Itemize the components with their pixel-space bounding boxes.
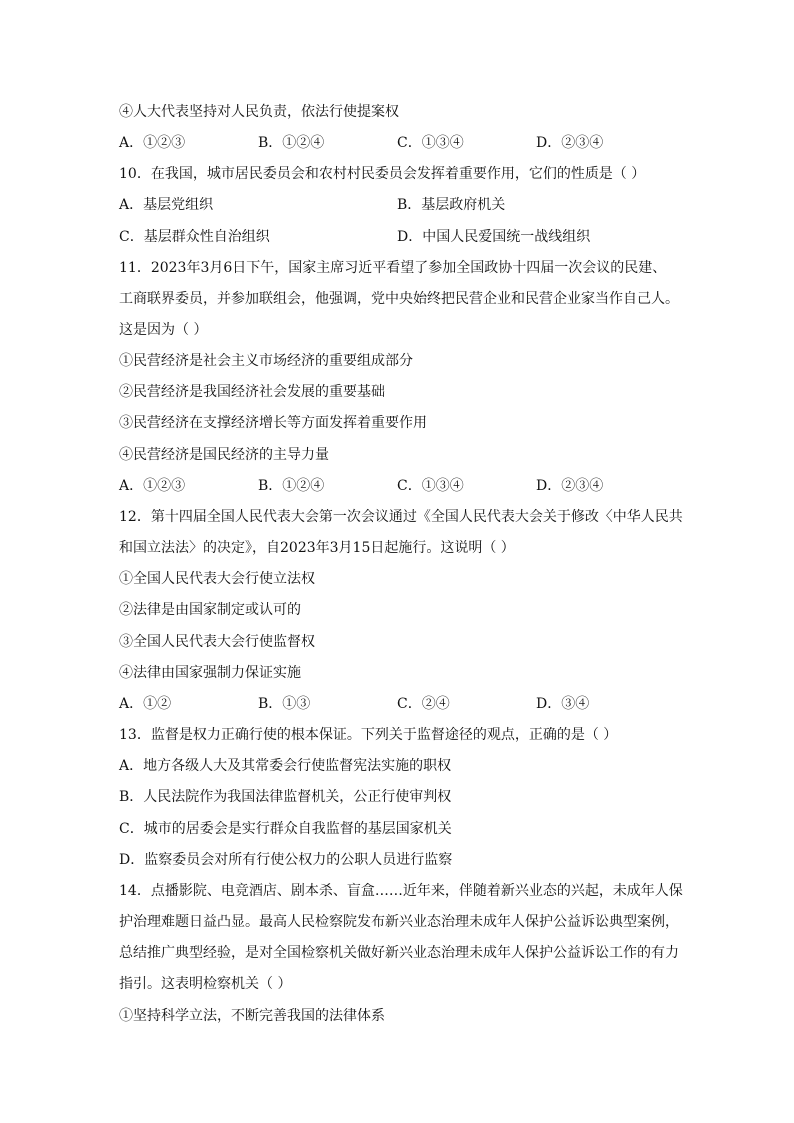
answer-options-q10-row1 <box>119 195 699 215</box>
answer-options-q10-row2 <box>119 227 699 247</box>
question-14-stem-line4: 指引。这表明检察机关（ ） <box>119 976 292 992</box>
option-statement-1: ①民营经济是社会主义市场经济的重要组成部分 <box>119 353 413 369</box>
answer-option-a: A．地方各级人大及其常委会行使监督宪法实施的职权 <box>119 758 452 774</box>
answer-option-d: D．②③④ <box>536 135 604 151</box>
answer-option-a: A．①②③ <box>119 478 186 494</box>
answer-options-q9 <box>119 133 699 153</box>
answer-option-d: D．③④ <box>536 696 590 712</box>
option-statement-2: ②民营经济是我国经济社会发展的重要基础 <box>119 384 385 400</box>
question-13-stem: 13．监督是权力正确行使的根本保证。下列关于监督途径的观点，正确的是（ ） <box>119 727 618 743</box>
answer-option-a: A．基层党组织 <box>119 197 214 213</box>
answer-options-q12 <box>119 694 699 714</box>
option-statement-1: ①坚持科学立法，不断完善我国的法律体系 <box>119 1008 385 1024</box>
answer-option-b: B．人民法院作为我国法律监督机关，公正行使审判权 <box>119 789 452 805</box>
option-statement-3: ③全国人民代表大会行使监督权 <box>119 634 315 650</box>
answer-option-c: C．①③④ <box>397 478 464 494</box>
answer-option-b: B．①③ <box>258 696 311 712</box>
answer-option-c: C．②④ <box>397 696 450 712</box>
answer-options-q11 <box>119 476 699 496</box>
answer-option-d: D．②③④ <box>536 478 604 494</box>
option-statement-1: ①全国人民代表大会行使立法权 <box>119 571 315 587</box>
answer-option-c: C．基层群众性自治组织 <box>119 229 270 245</box>
answer-option-b: B．①②④ <box>258 135 325 151</box>
option-statement-4: ④人大代表坚持对人民负责，依法行使提案权 <box>119 104 399 120</box>
answer-option-a: A．①② <box>119 696 172 712</box>
answer-option-b: B．①②④ <box>258 478 325 494</box>
answer-option-c: C．城市的居委会是实行群众自我监督的基层国家机关 <box>119 821 452 837</box>
question-12-stem-line2: 和国立法法〉的决定》，自2023年3月15日起施行。这说明（ ） <box>119 540 515 556</box>
option-statement-4: ④法律由国家强制力保证实施 <box>119 665 301 681</box>
question-14-stem-line1: 14．点播影院、电竞酒店、剧本杀、盲盒……近年来，伴随着新兴业态的兴起，未成年人保 <box>119 883 683 899</box>
question-11-stem-line3: 这是因为（ ） <box>119 322 208 338</box>
option-statement-3: ③民营经济在支撑经济增长等方面发挥着重要作用 <box>119 415 427 431</box>
option-statement-4: ④民营经济是国民经济的主导力量 <box>119 447 329 463</box>
answer-option-b: B．基层政府机关 <box>397 197 506 213</box>
question-11-stem-line1: 11．2023年3月6日下午，国家主席习近平看望了参加全国政协十四届一次会议的民建、 <box>119 260 667 276</box>
answer-option-a: A．①②③ <box>119 135 186 151</box>
question-12-stem-line1: 12．第十四届全国人民代表大会第一次会议通过《全国人民代表大会关于修改〈中华人民共 <box>119 509 683 525</box>
option-statement-2: ②法律是由国家制定或认可的 <box>119 602 301 618</box>
question-14-stem-line3: 总结推广典型经验，是对全国检察机关做好新兴业态治理未成年人保护公益诉讼工作的有力 <box>119 945 679 961</box>
question-11-stem-line2: 工商联界委员，并参加联组会，他强调，党中央始终把民营企业和民营企业家当作自己人。 <box>119 291 679 307</box>
answer-option-d: D．监察委员会对所有行使公权力的公职人员进行监察 <box>119 852 453 868</box>
answer-option-c: C．①③④ <box>397 135 464 151</box>
answer-option-d: D．中国人民爱国统一战线组织 <box>397 229 591 245</box>
question-10-stem: 10．在我国，城市居民委员会和农村村民委员会发挥着重要作用，它们的性质是（ ） <box>119 166 646 182</box>
question-14-stem-line2: 护治理难题日益凸显。最高人民检察院发布新兴业态治理未成年人保护公益诉讼典型案例， <box>119 914 679 930</box>
